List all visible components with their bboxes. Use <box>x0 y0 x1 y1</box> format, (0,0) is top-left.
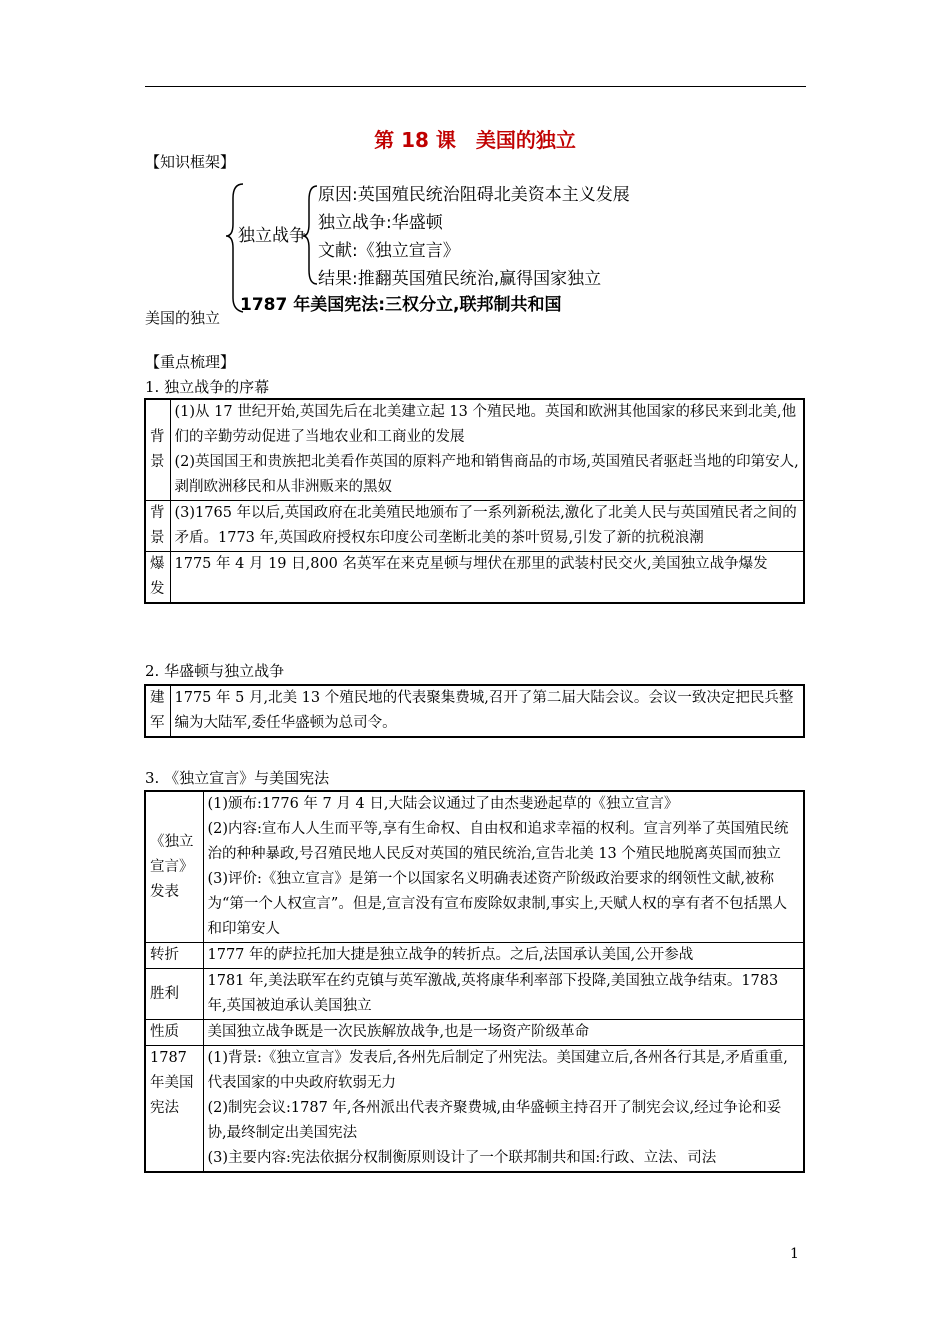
row-content <box>203 1046 804 1173</box>
content-line: (1)背景:《独立宣言》发表后,各州先后制定了州宪法。美国建立后,各州各行其是,矛盾重重,代表国家的中央政府软弱无力 <box>207 1050 788 1091</box>
row-head-background <box>145 399 170 501</box>
section1-title: 1. 独立战争的序幕 <box>145 378 270 396</box>
row-head-text: 性质 <box>150 1024 179 1040</box>
row-content <box>170 552 804 604</box>
row-head-victory <box>145 969 203 1020</box>
table-row <box>145 791 804 943</box>
row-head-constitution <box>145 1046 203 1173</box>
content-line: (1)颁布:1776 年 7 月 4 日,大陆会议通过了由杰斐逊起草的《独立宣言》 <box>207 796 679 812</box>
row-head-declaration <box>145 791 203 943</box>
row-content <box>203 1020 804 1046</box>
framework-item-cause: 原因:英国殖民统治阻碍北美资本主义发展 <box>318 185 630 205</box>
row-head-text: 背景 <box>150 505 165 546</box>
content-line: (3)1765 年以后,英国政府在北美殖民地颁布了一系列新税法,激化了北美人民与英国殖民者之间的矛盾。1773 年,英国政府授权东印度公司垄断北美的茶叶贸易,引发了新的抗税浪潮 <box>174 505 797 546</box>
row-head-text: 1787 年美国宪法 <box>150 1050 194 1116</box>
content-line: 1781 年,美法联军在约克镇与英军激战,英将康华利率部下投降,美国独立战争结束。1783 年,英国被迫承认美国独立 <box>207 973 779 1014</box>
row-head-outbreak <box>145 552 170 604</box>
framework-branch-war: 独立战争 <box>238 226 306 246</box>
content-line: (3)评价:《独立宣言》是第一个以国家名义明确表述资产阶级政治要求的纲领性文献,被称为“第一个人权宣言”。但是,宣言没有宣布废除奴隶制,事实上,天赋人权的享有者不包括黑人和印第安人 <box>207 871 788 937</box>
table-row <box>145 1046 804 1173</box>
row-head-background <box>145 501 170 552</box>
content-line: (2)内容:宣布人人生而平等,享有生命权、自由权和追求幸福的权利。宣言列举了英国殖民统治的种种暴政,号召殖民地人民反对英国的殖民统治,宣告北美 13 个殖民地脱离英国而独立 <box>207 821 789 862</box>
page-number: 1 <box>790 1246 799 1262</box>
row-content <box>170 501 804 552</box>
row-head-text: 背景 <box>150 429 165 470</box>
table-row <box>145 1020 804 1046</box>
row-content <box>170 685 804 737</box>
row-head-text: 胜利 <box>150 985 179 1002</box>
section2-table <box>144 684 805 738</box>
lesson-title: 第 18 课 美国的独立 <box>374 128 576 152</box>
row-content <box>203 943 804 969</box>
section3-table <box>144 790 805 1173</box>
framework-heading: 【知识框架】 <box>145 153 236 171</box>
row-head-text: 转折 <box>150 947 179 963</box>
framework-item-result: 结果:推翻英国殖民统治,赢得国家独立 <box>318 269 602 289</box>
content-line: (1)从 17 世纪开始,英国先后在北美建立起 13 个殖民地。英国和欧洲其他国家的移民来到北美,他们的辛勤劳动促进了当地农业和工商业的发展 <box>174 404 797 445</box>
row-content <box>170 399 804 501</box>
section1-table <box>144 398 805 604</box>
framework-item-document: 文献:《独立宣言》 <box>318 241 460 261</box>
row-content <box>203 969 804 1020</box>
header-rule <box>145 86 806 87</box>
table-row <box>145 969 804 1020</box>
row-head-text: 《独立宣言》发表 <box>150 833 194 900</box>
framework-item-war: 独立战争:华盛顿 <box>318 213 443 233</box>
row-head-nature <box>145 1020 203 1046</box>
table-row <box>145 943 804 969</box>
table-row <box>145 685 804 737</box>
section3-title: 3. 《独立宣言》与美国宪法 <box>145 769 330 787</box>
row-head-text: 爆发 <box>150 556 165 597</box>
content-line: (2)制宪会议:1787 年,各州派出代表齐聚费城,由华盛顿主持召开了制宪会议,经过争论和妥协,最终制定出美国宪法 <box>207 1100 782 1141</box>
content-line: 1775 年 5 月,北美 13 个殖民地的代表聚集费城,召开了第二届大陆会议。会议一致决定把民兵整编为大陆军,委任华盛顿为总司令。 <box>174 690 794 731</box>
content-line: 1775 年 4 月 19 日,800 名英军在来克星顿与埋伏在那里的武装村民交火,美国独立战争爆发 <box>174 556 768 572</box>
table-row <box>145 501 804 552</box>
row-head-army <box>145 685 170 737</box>
table-row <box>145 552 804 604</box>
framework-root: 美国的独立 <box>145 309 221 327</box>
row-head-text: 建军 <box>150 690 165 731</box>
framework-branch-constitution: 1787 年美国宪法:三权分立,联邦制共和国 <box>240 295 562 315</box>
content-line: 美国独立战争既是一次民族解放战争,也是一场资产阶级革命 <box>207 1024 590 1040</box>
content-line: (3)主要内容:宪法依据分权制衡原则设计了一个联邦制共和国:行政、立法、司法 <box>207 1150 717 1166</box>
section2-title: 2. 华盛顿与独立战争 <box>145 662 285 680</box>
row-head-turning-point <box>145 943 203 969</box>
row-content <box>203 791 804 943</box>
table-row <box>145 399 804 501</box>
content-line: 1777 年的萨拉托加大捷是独立战争的转折点。之后,法国承认美国,公开参战 <box>207 947 694 963</box>
review-heading: 【重点梳理】 <box>145 353 236 371</box>
content-line: (2)英国国王和贵族把北美看作英国的原料产地和销售商品的市场,英国殖民者驱赶当地的印第安人,剥削欧洲移民和从非洲贩来的黑奴 <box>174 454 799 495</box>
